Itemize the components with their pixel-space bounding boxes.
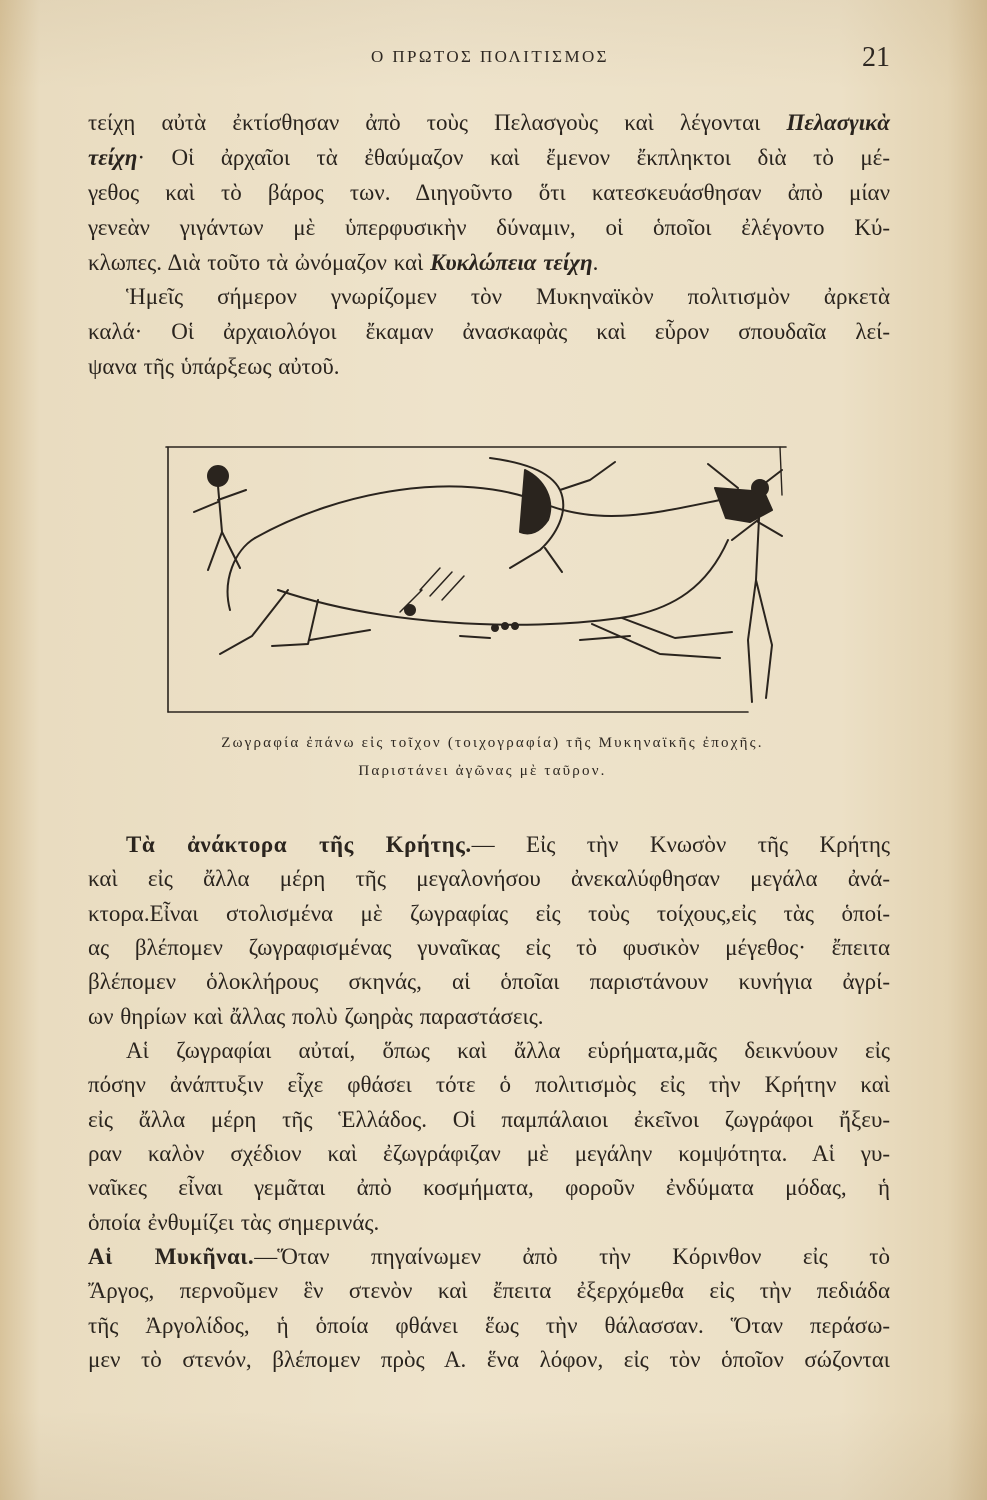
text-line: γενεὰν γιγάντων μὲ ὑπερφυσικὴν δύναμιν, οἱ ὁποῖοι ἐλέγοντο Κύ- xyxy=(88,214,890,240)
figure-caption-line2: Παριστάνει ἀγῶνας μὲ ταῦρον. xyxy=(358,763,607,779)
text-line: γεθος καὶ τὸ βάρος των. Διηγοῦντο ὅτι κατεσκευάσθησαν ἀπὸ μίαν xyxy=(88,179,890,205)
text-line: καλά· Οἱ ἀρχαιολόγοι ἔκαμαν ἀνασκαφὰς καὶ εὗρον σπουδαῖα λεί- xyxy=(88,319,890,345)
right-figure xyxy=(732,498,782,702)
paragraph-palaces xyxy=(88,828,890,1377)
text-line: Ἄργος, περνοῦμεν ἓν στενὸν καὶ ἔπειτα ἐξερχόμεθα εἰς τὴν πεδιάδα xyxy=(88,1278,890,1304)
acrobat-body xyxy=(520,470,550,534)
section-heading-crete-palaces: Τὰ ἀνάκτορα τῆς Κρήτης. xyxy=(126,832,472,857)
italic-term: Πελασγικὰ xyxy=(786,110,890,135)
italic-term: Κυκλώπεια τείχη xyxy=(430,249,593,275)
text-line: κτορα.Εἶναι στολισμένα μὲ ζωγραφίας εἰς τοὺς τοίχους,εἰς τὰς ὁποί- xyxy=(88,900,890,926)
bull-belly xyxy=(278,540,728,625)
text-line: Αἱ ζωγραφίαι αὐταί, ὅπως καὶ ἄλλα εὑρήματα,μᾶς δεικνύουν εἰς xyxy=(126,1037,890,1063)
left-figure-head xyxy=(208,466,228,486)
text-run: —Ὅταν πηγαίνωμεν ἀπὸ τὴν Κόρινθον εἰς τὸ xyxy=(254,1243,890,1269)
paragraph-walls xyxy=(88,106,890,385)
text-line: ναῖκες εἶναι γεμᾶται ἀπὸ κοσμήματα, φοροῦν ἐνδύματα μόδας, ἡ xyxy=(88,1175,890,1201)
text-run: . xyxy=(592,249,599,275)
text-run: — Εἰς τὴν Κνωσὸν τῆς Κρήτης xyxy=(471,832,890,857)
spot xyxy=(492,625,498,631)
ground-mark xyxy=(310,630,630,640)
bull-back xyxy=(255,486,720,538)
text-line xyxy=(88,828,890,862)
text-line: τῆς Ἀργολίδος, ἡ ὁποία φθάνει ἕως τὴν θάλασσαν. Ὅταν περάσω- xyxy=(88,1312,890,1338)
text-line: εἰς ἄλλα μέρη τῆς Ἑλλάδος. Οἱ παμπάλαιοι ἐκεῖνοι ζωγράφοι ἤξευ- xyxy=(88,1106,890,1132)
text-line xyxy=(88,1240,890,1274)
text-run: · Οἱ ἀρχαῖοι τὰ ἐθαύμαζον καὶ ἔμενον ἔκπληκτοι διὰ τὸ μέ- xyxy=(137,144,890,170)
text-line xyxy=(88,106,890,141)
text-line: καὶ εἰς ἄλλα μέρη τῆς μεγαλονήσου ἀνεκαλύφθησαν μεγάλα ἀνά- xyxy=(88,866,890,892)
text-line: Ἡμεῖς σήμερον γνωρίζομεν τὸν Μυκηναϊκὸν πολιτισμὸν ἀρκετὰ xyxy=(126,284,890,310)
spot xyxy=(512,623,518,629)
italic-term: τείχη xyxy=(88,144,138,170)
text-line: ων θηρίων καὶ ἄλλας πολὺ ζωηρὰς παραστάσεις. xyxy=(88,1003,544,1029)
bull-hindleg xyxy=(220,590,318,654)
left-figure xyxy=(194,486,246,570)
bull-tail xyxy=(228,538,255,610)
right-figure-head xyxy=(752,480,768,496)
text-line: βλέπομεν ὁλοκλήρους σκηνάς, αἱ ὁποῖαι παριστάνουν κυνήγια ἀγρί- xyxy=(88,969,890,995)
text-run: κλωπες. Διὰ τοῦτο τὰ ὠνόμαζον καὶ xyxy=(88,249,431,275)
text-line: ψανα τῆς ὑπάρξεως αὐτοῦ. xyxy=(88,354,340,380)
text-line: πόσην ἀνάπτυξιν εἶχε φθάσει τότε ὁ πολιτισμὸς εἰς τὴν Κρήτην καὶ xyxy=(88,1072,890,1098)
page-number: 21 xyxy=(862,42,890,73)
text-line: ραν καλὸν σχέδιον καὶ ἐζωγράφιζαν μὲ μεγάλην κομψότητα. Αἱ γυ- xyxy=(88,1140,890,1166)
spot xyxy=(502,623,508,629)
text-run: τείχη αὐτὰ ἐκτίσθησαν ἀπὸ τοὺς Πελασγοὺς καὶ λέγονται xyxy=(88,110,787,135)
bull-horn xyxy=(708,464,782,490)
text-line: ὁποία ἐνθυμίζει τὰς σημερινάς. xyxy=(88,1209,380,1235)
fresco-illustration xyxy=(160,440,790,720)
text-line: μεν τὸ στενόν, βλέπομεν πρὸς Α. ἕνα λόφον, εἰς τὸν ὁποῖον σώζονται xyxy=(88,1346,890,1372)
section-heading-mycenae: Αἱ Μυκῆναι. xyxy=(88,1243,255,1269)
text-line xyxy=(88,246,890,281)
running-header: Ο ΠΡΩΤΟΣ ΠΟΛΙΤΙΣΜΟΣ xyxy=(371,47,609,66)
figure-caption-line1: Ζωγραφία ἐπάνω εἰς τοῖχον (τοιχογραφία) τῆς Μυκηναϊκῆς ἐποχῆς. xyxy=(221,735,764,751)
text-line: ας βλέπομεν ζωγραφισμένας γυναῖκας εἰς τὸ φυσικὸν μέγεθος· ἔπειτα xyxy=(88,934,890,960)
text-line xyxy=(88,141,890,176)
